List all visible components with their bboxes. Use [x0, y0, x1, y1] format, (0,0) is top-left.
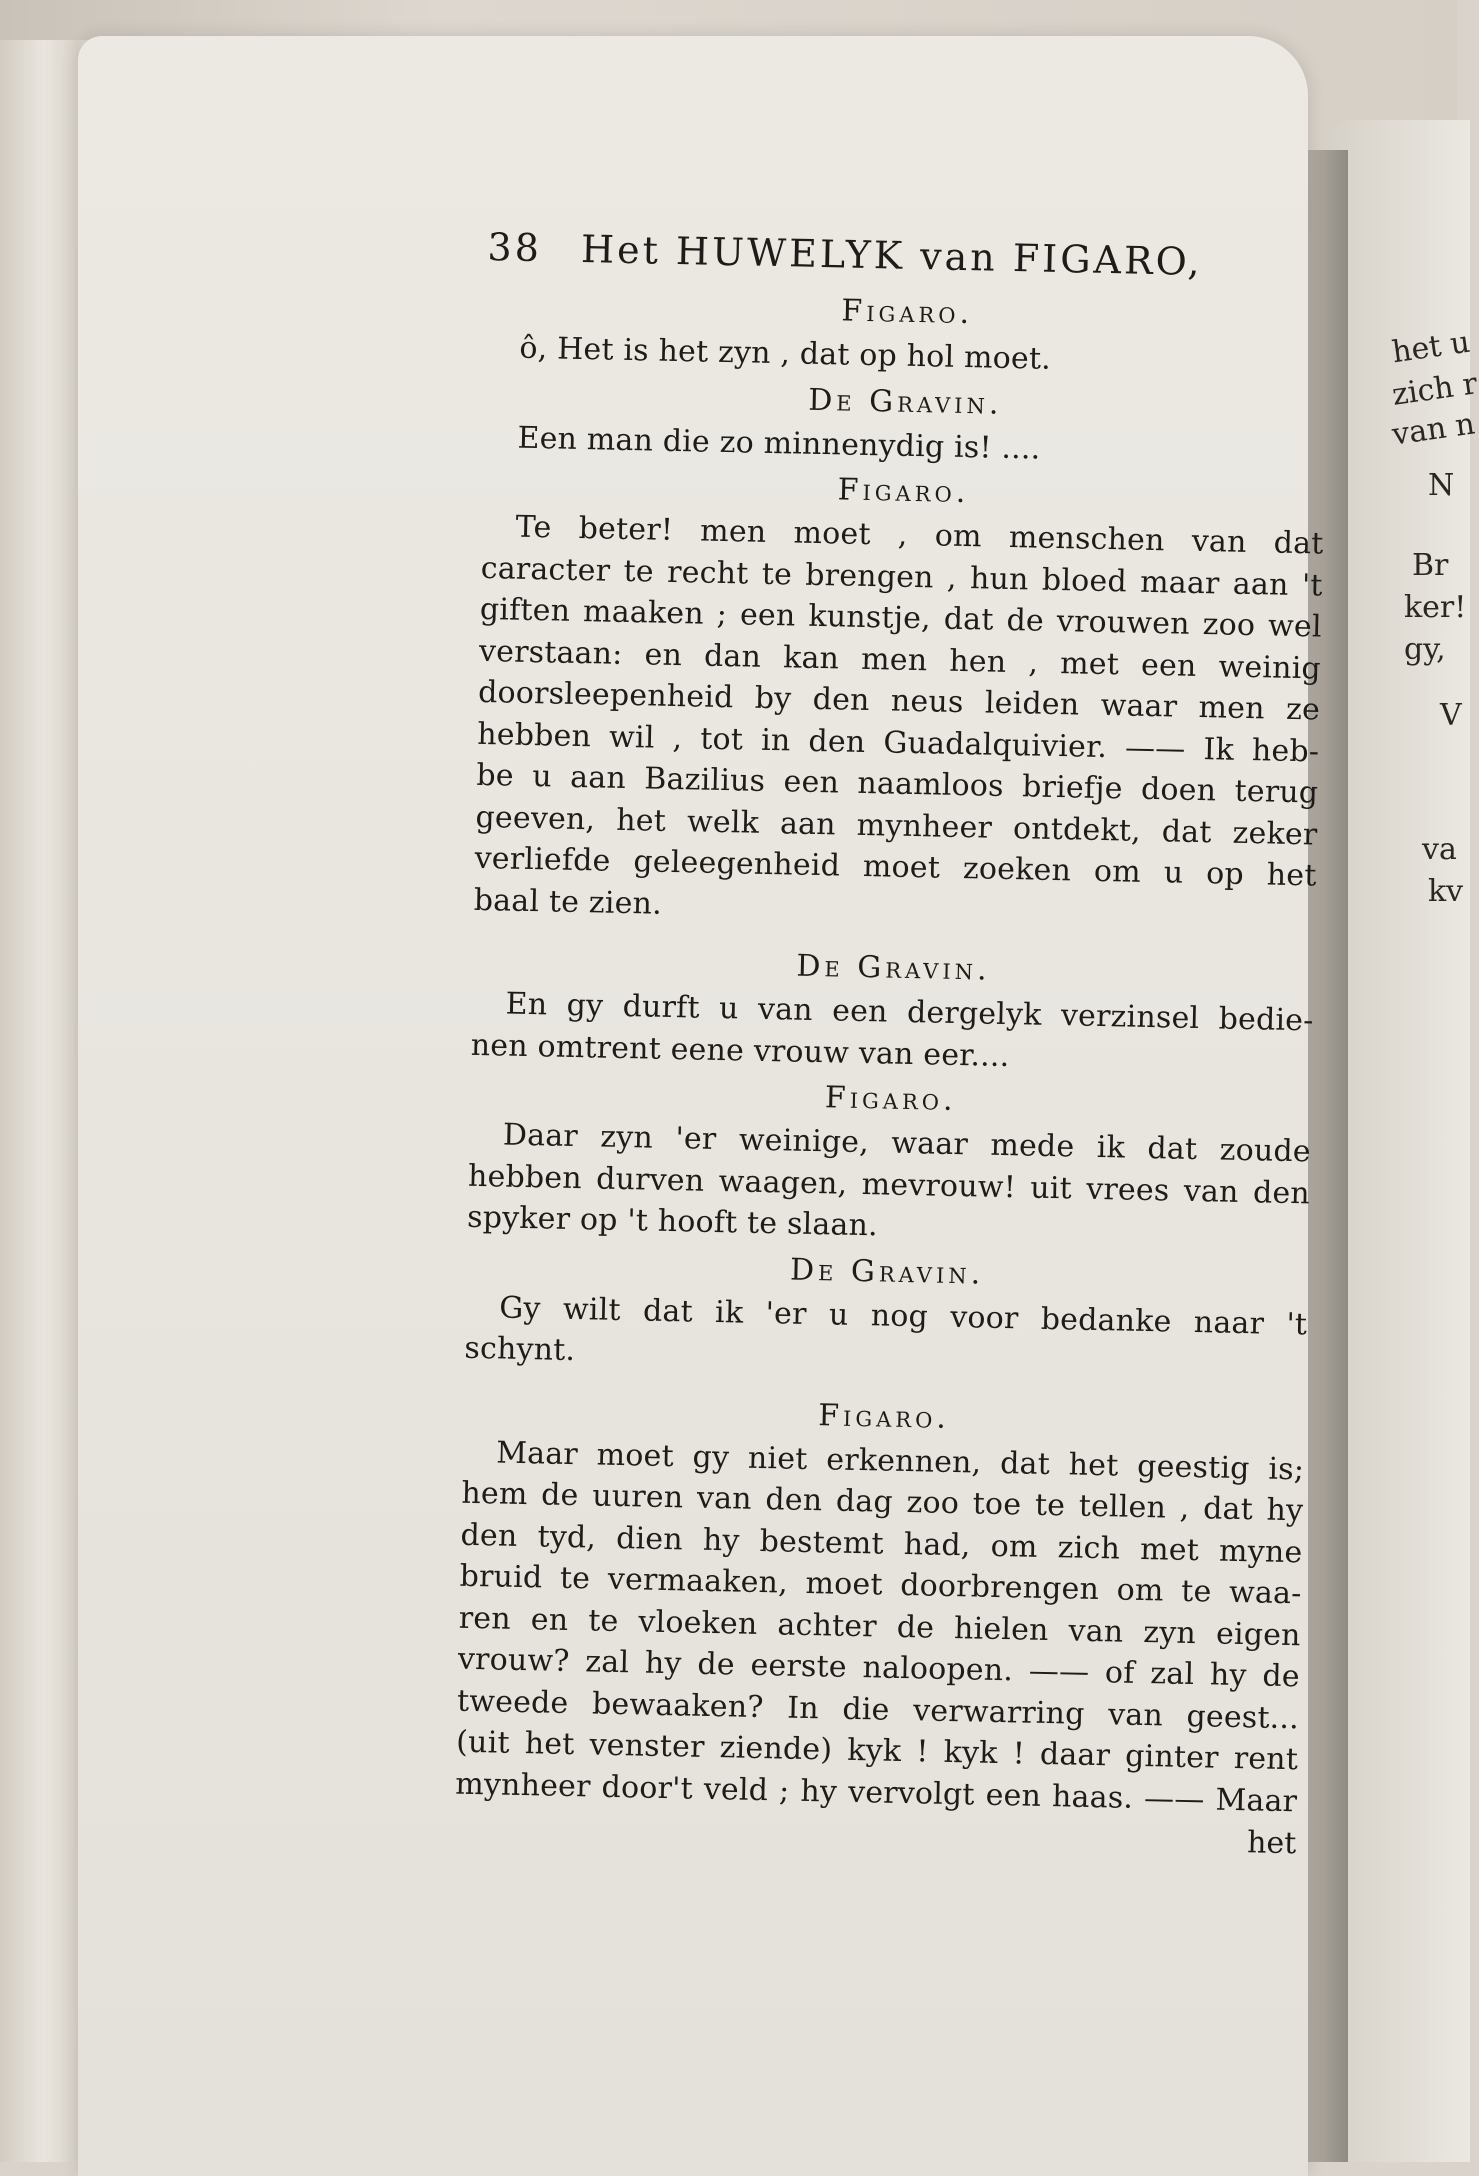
speaker-heading: Figaro.	[837, 472, 970, 511]
dialogue-line: giften maaken ; een kunstje, dat de vrouwen zoo wel	[479, 591, 1323, 645]
dialogue-line: schynt.	[464, 1330, 576, 1369]
dialogue-line: doorsleepenheid by den neus leiden waar men ze	[477, 674, 1321, 728]
dialogue-line: En gy durft u van een dergelyk verzinsel bedie-	[505, 986, 1314, 1039]
dialogue-line: Gy wilt dat ik 'er u nog voor bedanke naar 't	[498, 1289, 1308, 1342]
facing-page-fragment: zich r	[1389, 366, 1479, 413]
dialogue-line: hebben durven waagen, mevrouw! uit vrees van den	[467, 1158, 1311, 1211]
facing-page-fragment: gy,	[1404, 632, 1446, 667]
facing-page-fragment: kv	[1428, 874, 1464, 909]
dialogue-line: hebben wil , tot in den Guadalquivier. —— Ik heb-	[476, 716, 1320, 770]
dialogue-line: Een man die zo minnenydig is! ....	[517, 420, 1041, 467]
dialogue-line: (uit het venster ziende) kyk ! kyk ! daar ginter rent	[455, 1724, 1299, 1778]
dialogue-line: den tyd, dien hy bestemt had, om zich met myne	[460, 1517, 1303, 1570]
speaker-heading: Figaro.	[841, 293, 974, 332]
dialogue-line: verliefde geleegenheid moet zoeken om u op het	[474, 840, 1317, 894]
dialogue-line: Te beter! men moet , om menschen van dat	[515, 509, 1324, 562]
dialogue-line: verstaan: en dan kan men hen , met een weinig	[478, 633, 1322, 687]
dialogue-line: bruid te vermaaken, moet doorbrengen om te waa-	[459, 1558, 1302, 1612]
facing-page-fragment: va	[1422, 832, 1457, 867]
dialogue-line: vrouw? zal hy de eerste naloopen. —— of zal hy de	[457, 1641, 1301, 1695]
dialogue-line: caracter te recht te brengen , hun bloed maar aan 't	[480, 550, 1323, 604]
dialogue-line: geeven, het welk aan mynheer ontdekt, dat zeker	[475, 799, 1318, 852]
dialogue-line: Maar moet gy niet erkennen, dat het geestig is;	[495, 1434, 1305, 1487]
dialogue-line: Daar zyn 'er weinige, waar mede ik dat zoude	[502, 1117, 1312, 1170]
speaker-heading: De Gravin.	[796, 948, 991, 988]
facing-page-fragment: ker!	[1404, 590, 1467, 625]
dialogue-line: baal te zien.	[473, 882, 663, 922]
dialogue-line: tweede bewaaken? In die verwarring van geest...	[456, 1683, 1300, 1736]
catchword: het	[1246, 1825, 1297, 1862]
page-number: 38	[487, 225, 543, 271]
facing-page-fragment: Br	[1412, 548, 1449, 583]
page-text	[454, 225, 1330, 1866]
speaker-heading: De Gravin.	[789, 1252, 985, 1292]
speaker-heading: Figaro.	[824, 1080, 957, 1119]
dialogue-line: be u aan Bazilius een naamloos briefje doen terug	[476, 757, 1319, 811]
facing-page-fragment: het u	[1389, 324, 1473, 371]
dialogue-line: ô, Het is het zyn , dat op hol moet.	[519, 330, 1052, 377]
dialogue-line: spyker op 't hooft te slaan.	[466, 1199, 879, 1244]
running-title: Het HUWELYK van FIGARO,	[580, 226, 1204, 284]
facing-page-fragment: V	[1440, 698, 1462, 733]
speaker-heading: Figaro.	[817, 1397, 951, 1436]
speaker-heading: De Gravin.	[807, 382, 1003, 422]
dialogue-line: nen omtrent eene vrouw van eer....	[470, 1027, 1010, 1074]
dialogue-line: hem de uuren van den dag zoo toe te tellen , dat hy	[461, 1475, 1304, 1529]
dialogue-line: ren en te vloeken achter de hielen van zyn eigen	[458, 1600, 1302, 1653]
facing-page-fragment: N	[1428, 468, 1455, 503]
facing-page-fragment: van n	[1389, 406, 1478, 453]
dialogue-line: mynheer door't veld ; hy vervolgt een haas. —— Maar	[454, 1766, 1298, 1819]
